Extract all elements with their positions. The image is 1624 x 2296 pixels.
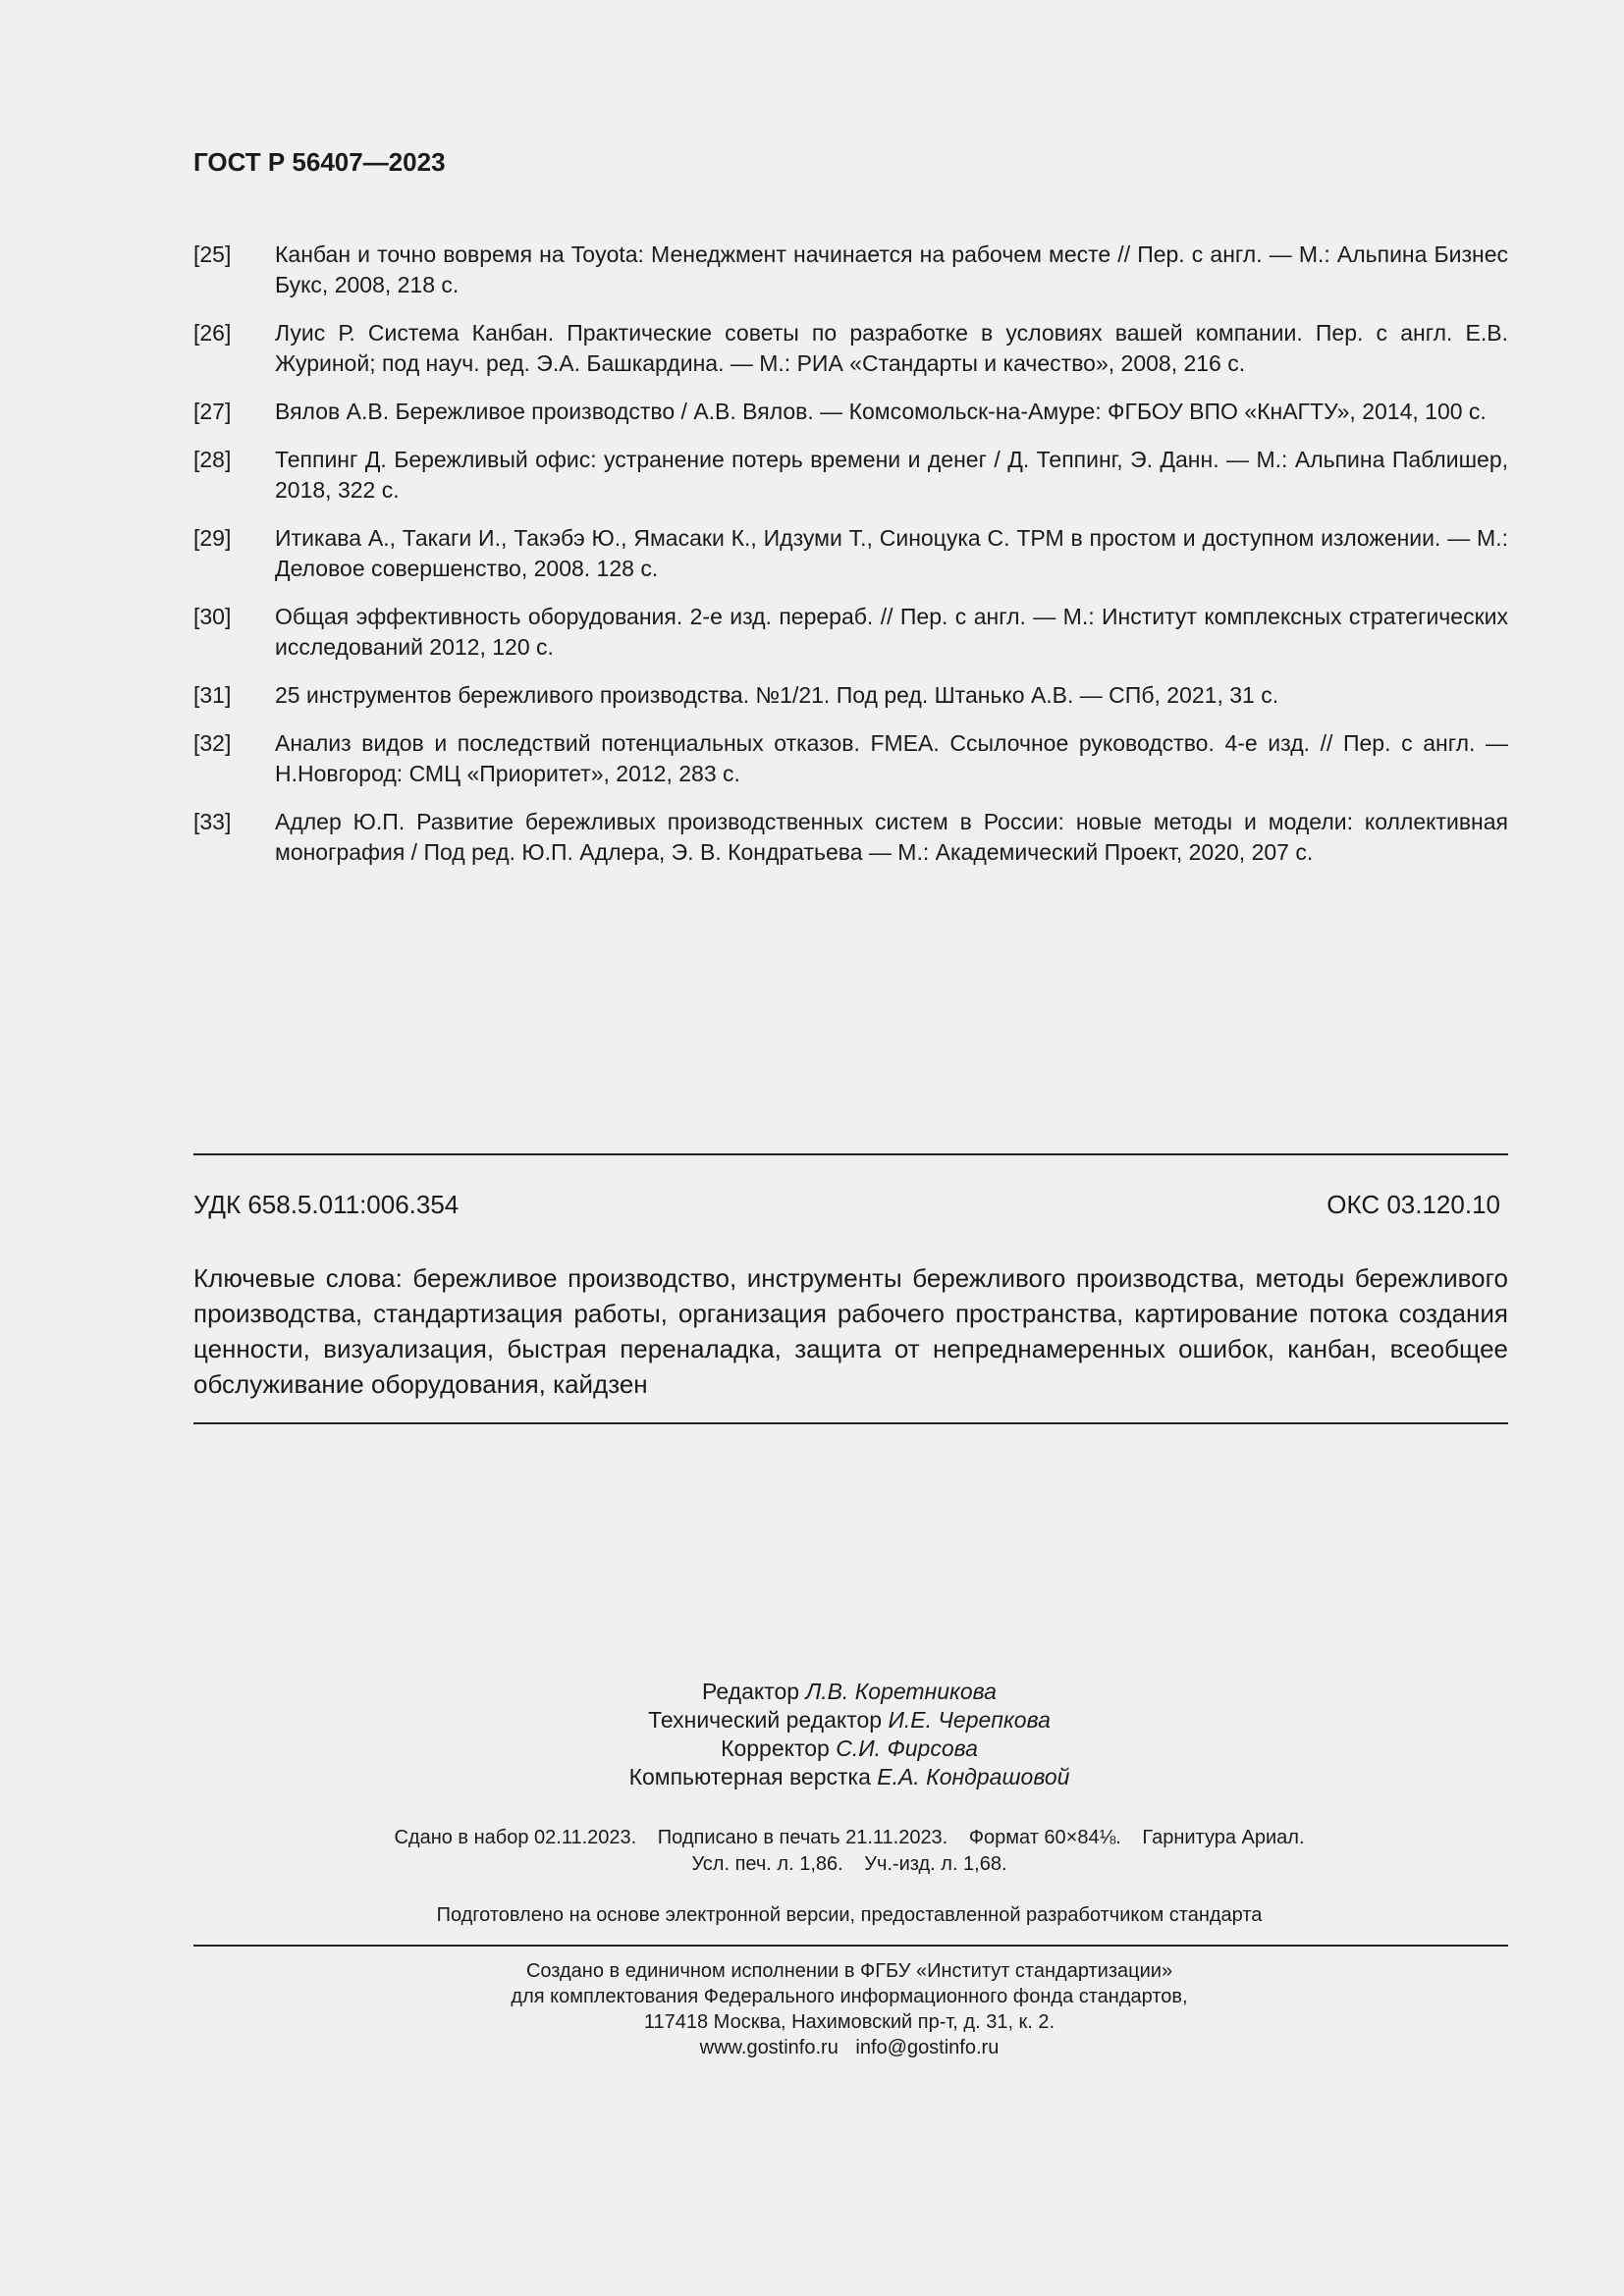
page-header: ГОСТ Р 56407—2023	[193, 147, 446, 177]
reference-number: [29]	[193, 525, 232, 551]
divider-bottom	[193, 1945, 1508, 1947]
credit-role: Компьютерная верстка	[628, 1764, 871, 1789]
credit-line	[0, 1735, 1624, 1763]
divider-top	[193, 1153, 1508, 1155]
credit-line	[0, 1706, 1624, 1735]
reference-item	[193, 397, 1508, 427]
publisher-line: Создано в единичном исполнении в ФГБУ «Институт стандартизации»	[525, 1960, 1173, 1982]
publisher-line: для комплектования Федерального информационного фонда стандартов,	[511, 1986, 1188, 2007]
typeset-date: Сдано в набор 02.11.2023.	[394, 1827, 637, 1848]
oks-code: ОКС 03.120.10	[1326, 1190, 1500, 1219]
paper-format: Формат 60×84⅛.	[968, 1827, 1121, 1848]
credits-block	[0, 1678, 1624, 1791]
reference-text: Теппинг Д. Бережливый офис: устранение потерь времени и денег / Д. Теппинг, Э. Данн. — М.: Альпина Паблишер, 2018, 322 с.	[275, 447, 1508, 503]
reference-text: Адлер Ю.П. Развитие бережливых производственных систем в России: новые методы и модели: коллективная монография / Под ред. Ю.П. Адлера, Э. В. Кондратьева — М.: Академический Проект, 2020, 207 с.	[275, 809, 1508, 865]
credit-line	[0, 1763, 1624, 1791]
reference-text: 25 инструментов бережливого производства. №1/21. Под ред. Штанько А.В. — СПб, 2021, 31 с.	[275, 682, 1279, 708]
keywords: Ключевые слова: бережливое производство, инструменты бережливого производства, методы бережливого производства, стандартизация работы, организация рабочего пространства, картирование потока создания ценности, визуализация, быстрая переналадка, защита от непреднамеренных ошибок, канбан, всеобщее обслуживание оборудования, кайдзен	[193, 1263, 1508, 1399]
udk-code: УДК 658.5.011:006.354	[193, 1190, 460, 1219]
publisher-sheets: Уч.-изд. л. 1,68.	[864, 1853, 1007, 1875]
reference-text: Луис Р. Система Канбан. Практические советы по разработке в условиях вашей компании. Пер. с англ. Е.В. Журиной; под науч. ред. Э.А. Башкардина. — М.: РИА «Стандарты и качество», 2008, 216 с.	[275, 320, 1508, 376]
reference-text: Вялов А.В. Бережливое производство / А.В. Вялов. — Комсомольск-на-Амуре: ФГБОУ ВПО «КнАГТУ», 2014, 100 с.	[275, 399, 1487, 424]
reference-number: [28]	[193, 447, 232, 472]
credit-name: Е.А. Кондрашовой	[877, 1764, 1070, 1789]
signed-date: Подписано в печать 21.11.2023.	[657, 1827, 948, 1848]
reference-number: [27]	[193, 399, 232, 424]
reference-number: [33]	[193, 809, 232, 834]
reference-number: [32]	[193, 730, 232, 756]
reference-text: Общая эффективность оборудования. 2-е изд. перераб. // Пер. с англ. — М.: Институт комплексных стратегических исследований 2012, 120 с.	[275, 604, 1508, 660]
reference-item	[193, 680, 1508, 711]
reference-number: [25]	[193, 241, 232, 267]
publisher-address: 117418 Москва, Нахимовский пр-т, д. 31, к. 2.	[643, 2011, 1056, 2033]
credit-line	[0, 1678, 1624, 1706]
email-link[interactable]: info@gostinfo.ru	[855, 2037, 1000, 2058]
divider-keywords	[193, 1422, 1508, 1424]
credit-name: С.И. Фирсова	[836, 1735, 978, 1761]
reference-item	[193, 523, 1508, 584]
reference-item	[193, 602, 1508, 663]
reference-item	[193, 318, 1508, 379]
reference-number: [26]	[193, 320, 232, 346]
publisher-block	[0, 1958, 1624, 2060]
reference-text: Анализ видов и последствий потенциальных отказов. FMEA. Ссылочное руководство. 4-е изд. // Пер. с англ. — Н.Новгород: СМЦ «Приоритет», 2012, 283 с.	[275, 730, 1508, 786]
credit-name: И.Е. Черепкова	[888, 1707, 1051, 1733]
reference-number: [31]	[193, 682, 232, 708]
prepared-note: Подготовлено на основе электронной версии, предоставленной разработчиком стандарта	[436, 1904, 1263, 1926]
print-sheets: Усл. печ. л. 1,86.	[691, 1853, 843, 1875]
print-info	[0, 1825, 1624, 1878]
bibliography-list	[193, 240, 1508, 885]
website-link[interactable]: www.gostinfo.ru	[699, 2037, 839, 2058]
credit-role: Корректор	[721, 1735, 830, 1761]
credit-role: Технический редактор	[648, 1707, 883, 1733]
reference-item	[193, 240, 1508, 300]
credit-role: Редактор	[702, 1679, 800, 1704]
reference-item	[193, 445, 1508, 506]
reference-text: Итикава А., Такаги И., Такэбэ Ю., Ямасаки К., Идзуми Т., Синоцука С. ТРМ в простом и доступном изложении. — М.: Деловое совершенство, 2008. 128 с.	[275, 525, 1508, 581]
reference-item	[193, 807, 1508, 868]
credit-name: Л.В. Коретникова	[805, 1679, 997, 1704]
reference-text: Канбан и точно вовремя на Toyota: Менеджмент начинается на рабочем месте // Пер. с англ. — М.: Альпина Бизнес Букс, 2008, 218 с.	[275, 241, 1508, 297]
typeface: Гарнитура Ариал.	[1142, 1827, 1305, 1848]
reference-number: [30]	[193, 604, 232, 629]
reference-item	[193, 728, 1508, 789]
